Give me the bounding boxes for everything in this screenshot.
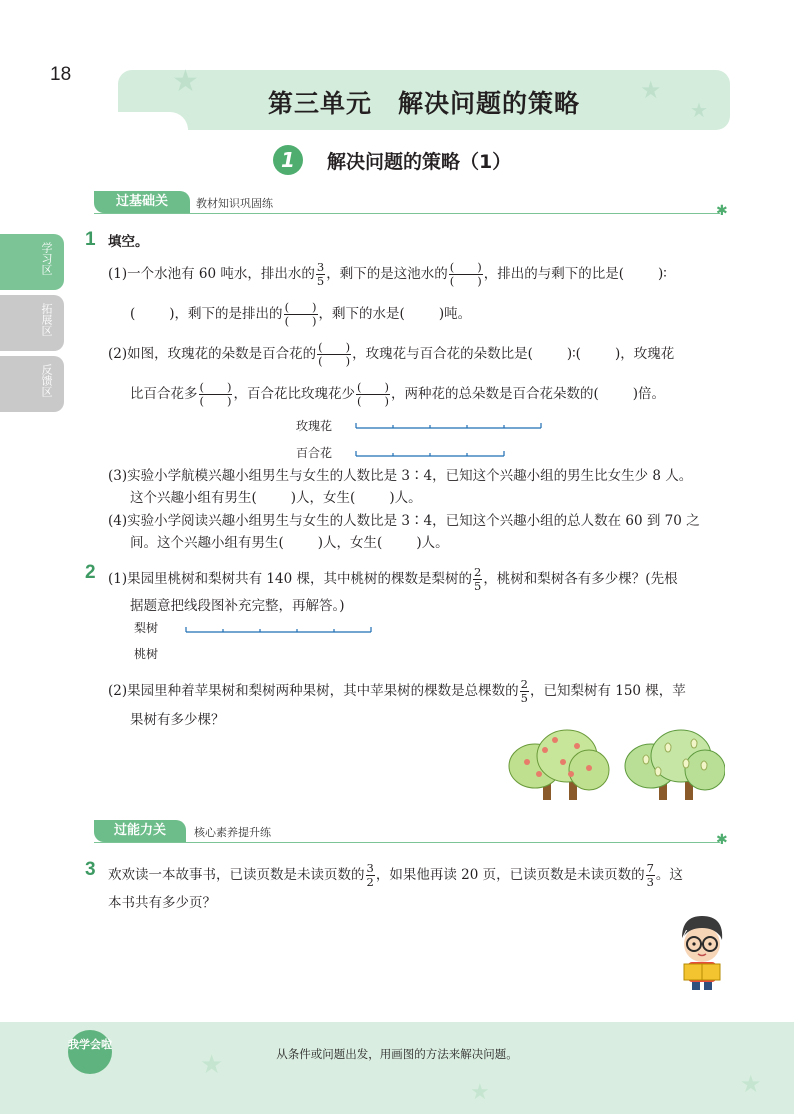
pear-segment-bar <box>186 627 371 632</box>
q1-part4-line2: 间。这个兴趣小组有男生( )人，女生( )人。 <box>130 535 449 551</box>
pear-label: 梨树 <box>134 621 159 635</box>
star-decoration-icon: ★ <box>470 1080 490 1105</box>
tree-segment-diagram <box>180 620 380 640</box>
q2-part1-line2: 据题意把线段图补充完整，再解答。) <box>130 598 345 614</box>
side-tab-extend[interactable]: 拓展区 <box>0 295 64 351</box>
star-icon: ✱ <box>716 203 728 219</box>
section-divider <box>94 842 720 843</box>
q2-part2-line2: 果树有多少棵？ <box>130 712 225 728</box>
q1-part4-line1: (4)实验小学阅读兴趣小组男生与女生的人数比是 3∶4，已知这个兴趣小组的总人数在 60 到 70 之 <box>108 513 700 529</box>
page-number: 18 <box>50 64 72 85</box>
flower-segment-diagram <box>350 414 550 464</box>
star-icon: ✱ <box>716 832 728 848</box>
star-decoration-icon: ★ <box>200 1050 224 1080</box>
q1-part2-line1: (2)如图，玫瑰花的朵数是百合花的 $\frac{( )}{( )}$ ，玫瑰花与百合花的朵数比是( )∶( )，玫瑰花 <box>108 340 675 368</box>
q1-part3-line1: (3)实验小学航模兴趣小组男生与女生的人数比是 3∶4，已知这个兴趣小组的男生比女生少 8 人。 <box>108 468 693 484</box>
boy-reading-illustration <box>672 912 732 992</box>
q2-part1-line1: (1)果园里桃树和梨树共有 140 棵，其中桃树的棵数是梨树的 $\frac{2}{5}$ ，桃树和梨树各有多少棵？(先根 <box>108 565 678 593</box>
q1-heading: 填空。 <box>108 234 149 250</box>
apple-tree-icon <box>509 730 609 800</box>
unit-title: 第三单元 解决问题的策略 <box>267 89 580 118</box>
lesson-title: 解决问题的策略（1） <box>327 151 512 173</box>
summary-badge: 我学会啦 <box>68 1030 112 1074</box>
lesson-number-badge: 1 <box>273 145 303 175</box>
question-number-3: 3 <box>85 859 96 880</box>
footer-band <box>0 1022 794 1114</box>
fruit-trees-illustration <box>505 728 725 804</box>
star-decoration-icon: ★ <box>690 98 708 122</box>
rose-label: 玫瑰花 <box>296 419 333 433</box>
q3-line2: 本书共有多少页？ <box>108 895 216 911</box>
q2-part2-line1: (2)果园里种着苹果树和梨树两种果树，其中苹果树的棵数是总棵数的 $\frac{2}{5}$ ，已知梨树有 150 棵，苹 <box>108 677 686 705</box>
star-decoration-icon: ★ <box>740 1070 762 1098</box>
rose-segment-bar <box>356 423 541 428</box>
lily-label: 百合花 <box>296 446 333 460</box>
star-decoration-icon: ★ <box>640 76 662 104</box>
side-tab-study[interactable]: 学习区 <box>0 234 64 290</box>
question-number-1: 1 <box>85 229 96 250</box>
q3-line1: 欢欢读一本故事书，已读页数是未读页数的 $\frac{3}{2}$ ，如果他再读 20 页，已读页数是未读页数的 $\frac{7}{3}$ 。这 <box>108 861 683 889</box>
section-subtitle-basic: 教材知识巩固练 <box>196 197 273 210</box>
lily-segment-bar <box>356 451 504 456</box>
section-subtitle-ability: 核心素养提升练 <box>194 826 271 839</box>
section-tab-ability: 过能力关 <box>94 820 186 842</box>
q1-part1-line1: (1)一个水池有 60 吨水，排出水的 $\frac{3}{5}$ ，剩下的是这池水的 $\frac{( )}{( )}$ ，排出的与剩下的比是( )∶ <box>108 260 667 288</box>
star-decoration-icon: ★ <box>172 64 199 99</box>
section-tab-basic: 过基础关 <box>94 191 190 213</box>
footer-summary-text: 从条件或问题出发，用画图的方法来解决问题。 <box>276 1047 518 1061</box>
q1-part3-line2: 这个兴趣小组有男生( )人，女生( )人。 <box>130 490 422 506</box>
q1-part2-line2: 比百合花多 $\frac{( )}{( )}$ ，百合花比玫瑰花少 $\frac{( )}{( )}$ ，两种花的总朵数是百合花朵数的( )倍。 <box>130 380 666 408</box>
side-tab-feedback[interactable]: 反馈区 <box>0 356 64 412</box>
pear-tree-icon <box>625 730 725 800</box>
section-divider <box>94 213 720 214</box>
q1-part1-line2: ( )，剩下的是排出的 $\frac{( )}{( )}$ ，剩下的水是( )吨。 <box>130 300 472 328</box>
peach-label: 桃树 <box>134 647 159 661</box>
question-number-2: 2 <box>85 562 96 583</box>
